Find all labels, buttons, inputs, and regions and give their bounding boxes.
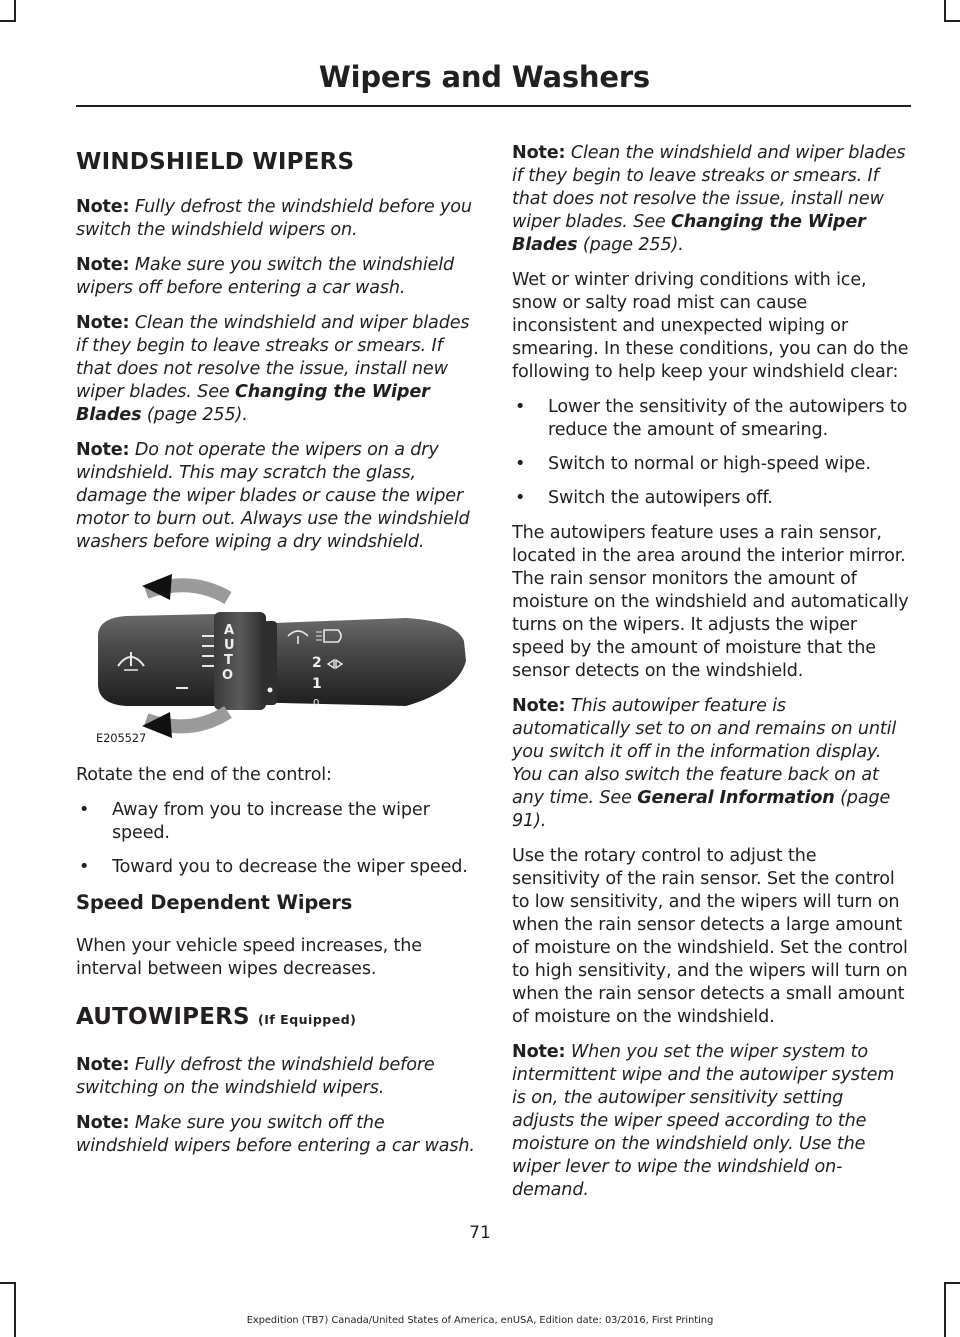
list-item: • Away from you to increase the wiper speed. — [76, 799, 476, 845]
xref-page: (page 255). — [146, 405, 248, 425]
note-clean-blades — [76, 312, 476, 427]
winter-conditions-text: Wet or winter driving conditions with ice, snow or salty road mist can cause inconsistent and unexpected wiping or smearing. In these conditions, you can do the following to help keep your windshield clear: — [512, 270, 909, 382]
list-item: • Switch to normal or high-speed wipe. — [512, 453, 909, 476]
crop-mark — [14, 0, 16, 22]
page-header-title: Wipers and Washers — [318, 60, 650, 94]
right-column — [512, 142, 909, 1214]
crop-mark — [944, 0, 946, 22]
note-text: Clean the windshield and wiper blades if they begin to leave streaks or smears. If that does not resolve the issue, install new wiper blades. See — [512, 143, 906, 232]
list-item: • Switch the autowipers off. — [512, 487, 909, 510]
heading-qualifier: (If Equipped) — [258, 1012, 357, 1027]
rotary-sensitivity-text: Use the rotary control to adjust the sensitivity of the rain sensor. Set the control to low sensitivity, and the wipers will turn on when the rain sensor detects a large amount of moisture on the windshield. Set the control to high sensitivity, and the wipers will turn on when the rain sensor detects a small amount of moisture on the windshield. — [512, 846, 908, 1027]
section-heading-autowipers — [76, 1003, 476, 1034]
wiper-control-figure — [76, 566, 476, 746]
note-text: Make sure you switch off the windshield wipers before entering a car wash. — [76, 1113, 475, 1156]
note-text: Fully defrost the windshield before switching on the windshield wipers. — [76, 1055, 435, 1098]
note-car-wash — [76, 254, 476, 300]
note-intermittent-wipe — [512, 1041, 909, 1202]
auto-letter: T — [224, 653, 233, 668]
rotate-bullet-list — [76, 799, 476, 879]
xref-changing-wiper-blades[interactable]: Changing the Wiper Blades — [76, 382, 430, 425]
auto-letter: A — [224, 623, 234, 638]
list-item: • Toward you to decrease the wiper speed. — [76, 856, 476, 879]
xref-page: (page 255). — [582, 235, 684, 255]
auto-letter: U — [224, 638, 235, 653]
note-label: Note: — [76, 1113, 130, 1133]
crop-mark — [0, 20, 16, 22]
note-label: Note: — [512, 1042, 566, 1062]
speed-label: 2 — [312, 655, 322, 671]
rotate-intro: Rotate the end of the control: — [76, 765, 332, 785]
note-dry-windshield — [76, 439, 476, 554]
note-autowiper-default — [512, 695, 909, 833]
xref-changing-wiper-blades[interactable]: Changing the Wiper Blades — [512, 212, 866, 255]
list-item: • Lower the sensitivity of the autowipers to reduce the amount of smearing. — [512, 396, 909, 442]
note-label: Note: — [512, 143, 566, 163]
edition-footer: Expedition (TB7) Canada/United States of America, enUSA, Edition date: 03/2016, First Printing — [246, 1315, 714, 1326]
note-text: Do not operate the wipers on a dry windshield. This may scratch the glass, damage the wiper blades or cause the wiper motor to burn out. Always use the windshield washers before wiping a dry windshield. — [76, 440, 470, 552]
left-column — [76, 142, 476, 1170]
note-label: Note: — [512, 696, 566, 716]
auto-letter: O — [222, 668, 233, 683]
crop-mark — [944, 1282, 960, 1284]
note-text: Fully defrost the windshield before you switch the windshield wipers on. — [76, 197, 472, 240]
note-defrost — [76, 196, 476, 242]
subheading-speed-dependent-wipers: Speed Dependent Wipers — [76, 891, 353, 914]
note-clean-blades-autowipers — [512, 142, 909, 257]
note-label: Note: — [76, 440, 130, 460]
note-label: Note: — [76, 255, 130, 275]
note-defrost-autowipers — [76, 1054, 476, 1100]
speed-label: 1 — [312, 676, 322, 692]
section-heading-windshield-wipers: WINDSHIELD WIPERS — [76, 149, 355, 175]
note-text: When you set the wiper system to intermittent wipe and the autowiper system is on, the autowiper sensitivity setting adjusts the wiper speed according to the moisture on the windshield only. Use the wiper lever to wipe the windshield on-demand. — [512, 1042, 895, 1200]
note-label: Note: — [76, 1055, 130, 1075]
header-rule — [76, 105, 911, 107]
note-text: This autowiper feature is automatically set to on and remains on until you switch it off in the information display. You can also switch the feature back on at any time. See — [512, 696, 897, 808]
xref-page: (page 91). — [512, 788, 891, 831]
crop-mark — [944, 1282, 946, 1337]
crop-mark — [944, 20, 960, 22]
speed-dependent-text: When your vehicle speed increases, the interval between wipes decreases. — [76, 936, 422, 979]
note-label: Note: — [76, 313, 130, 333]
page-number: 71 — [469, 1223, 491, 1243]
speed-label: 0 — [313, 698, 320, 709]
crop-mark — [0, 1282, 16, 1284]
note-label: Note: — [76, 197, 130, 217]
winter-bullet-list — [512, 396, 909, 510]
wiper-stalk-illustration — [76, 566, 476, 746]
xref-general-information[interactable]: General Information — [637, 788, 835, 808]
rain-sensor-text: The autowipers feature uses a rain sensor, located in the area around the interior mirror. The rain sensor monitors the amount of moisture on the windshield and automatically turns on the wipers. It adjusts the wiper speed by the amount of moisture that the sensor detects on the windshield. — [512, 523, 909, 681]
figure-label: E205527 — [96, 731, 147, 745]
note-text: Clean the windshield and wiper blades if they begin to leave streaks or smears. If that does not resolve the issue, install new wiper blades. See — [76, 313, 470, 402]
heading-text: AUTOWIPERS — [76, 1004, 250, 1030]
note-car-wash-autowipers — [76, 1112, 476, 1158]
crop-mark — [14, 1282, 16, 1337]
note-text: Make sure you switch the windshield wipers off before entering a car wash. — [76, 255, 455, 298]
